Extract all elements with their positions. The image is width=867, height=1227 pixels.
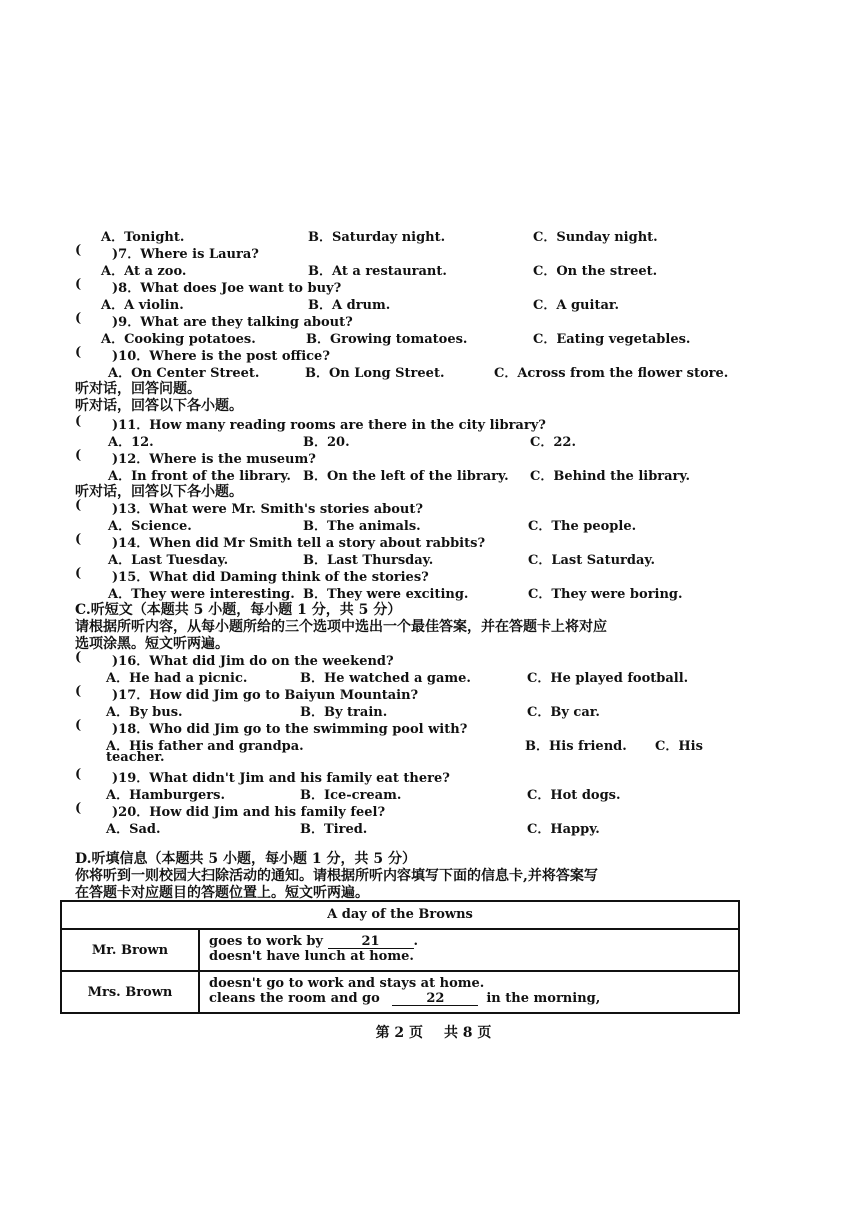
option-c[interactable]: C．He played football. — [527, 671, 689, 686]
option-c[interactable]: C．A guitar. — [533, 298, 620, 313]
option-b[interactable]: B．Ice-cream. — [300, 788, 402, 803]
option-c[interactable]: C．Sunday night. — [533, 230, 658, 245]
question-line — [0, 767, 867, 785]
option-c[interactable]: C．Hot dogs. — [527, 788, 621, 803]
option-c[interactable]: C．Behind the library. — [530, 469, 690, 484]
option-b[interactable]: B．The animals. — [303, 519, 421, 534]
option-a[interactable]: A．He had a picnic. — [106, 671, 248, 686]
option-a[interactable]: A．Cooking potatoes. — [101, 332, 256, 347]
question-text: )11．How many reading rooms are there in the city library? — [112, 418, 546, 433]
row-content — [200, 930, 738, 970]
option-a[interactable]: A．In front of the library. — [108, 469, 291, 484]
row-content — [200, 972, 738, 1012]
answer-paren[interactable]: ( — [75, 243, 82, 258]
section-c-instruction: 请根据所听内容，从每小题所给的三个选项中选出一个最佳答案，并在答题卡上将对应 — [75, 619, 607, 635]
question-line — [0, 684, 867, 702]
options-line — [0, 750, 867, 768]
options-line — [0, 328, 867, 346]
info-card-table — [60, 900, 740, 1014]
answer-paren[interactable]: ( — [75, 414, 82, 429]
option-c[interactable]: C．The people. — [528, 519, 637, 534]
option-a[interactable]: A．By bus. — [106, 705, 183, 720]
question-text: )19．What didn't Jim and his family eat there? — [112, 771, 450, 786]
page-footer — [0, 1022, 867, 1042]
option-c[interactable]: C．His — [655, 739, 703, 754]
section-instruction: 听对话，回答以下各小题。 — [75, 398, 243, 414]
page-total: 共 8 页 — [443, 1025, 492, 1041]
section-d-instruction-cont: 在答题卡对应题目的答题位置上。短文听两遍。 — [75, 885, 369, 901]
question-text: )9．What are they talking about? — [112, 315, 353, 330]
answer-paren[interactable]: ( — [75, 767, 82, 782]
row-name-mr-brown: Mr. Brown — [62, 930, 200, 970]
option-c[interactable]: C．22. — [530, 435, 576, 450]
section-instruction: 听对话，回答问题。 — [75, 381, 201, 397]
question-text: )17．How did Jim go to Baiyun Mountain? — [112, 688, 419, 703]
section-c-instruction-cont: 选项涂黑。短文听两遍。 — [75, 636, 229, 652]
options-line — [0, 667, 867, 685]
option-b[interactable]: B．Saturday night. — [308, 230, 446, 245]
options-line — [0, 784, 867, 802]
options-line — [0, 431, 867, 449]
answer-paren[interactable]: ( — [75, 311, 82, 326]
table-title: A day of the Browns — [62, 902, 738, 930]
option-b[interactable]: B．He watched a game. — [300, 671, 471, 686]
question-line — [0, 532, 867, 550]
option-a[interactable]: A．Science. — [108, 519, 192, 534]
question-text: )18．Who did Jim go to the swimming pool with? — [112, 722, 468, 737]
question-text: )15．What did Daming think of the stories? — [112, 570, 429, 585]
options-line — [0, 226, 867, 244]
question-line — [0, 414, 867, 432]
option-b[interactable]: B．His friend. — [525, 739, 627, 754]
question-line — [0, 448, 867, 466]
question-text: )14．When did Mr Smith tell a story about rabbits? — [112, 536, 486, 551]
option-c[interactable]: C．Across from the flower store. — [494, 366, 729, 381]
section-instruction: 听对话，回答以下各小题。 — [75, 484, 243, 500]
question-line — [0, 311, 867, 329]
option-b[interactable]: B．By train. — [300, 705, 388, 720]
option-b[interactable]: B．At a restaurant. — [308, 264, 447, 279]
option-c[interactable]: C．Happy. — [527, 822, 600, 837]
question-text: )13．What were Mr. Smith's stories about? — [112, 502, 423, 517]
question-text: )12．Where is the museum? — [112, 452, 316, 467]
option-c[interactable]: C．They were boring. — [528, 587, 683, 602]
table-row — [62, 972, 738, 1012]
options-line — [0, 549, 867, 567]
option-b[interactable]: B．A drum. — [308, 298, 391, 313]
table-row — [62, 930, 738, 972]
section-c-title: C.听短文（本题共 5 小题，每小题 1 分，共 5 分） — [75, 602, 402, 618]
question-line — [0, 243, 867, 261]
option-a[interactable]: A．A violin. — [101, 298, 184, 313]
question-line — [0, 718, 867, 736]
options-line — [0, 818, 867, 836]
answer-paren[interactable]: ( — [75, 345, 82, 360]
answer-blank-21[interactable]: 21 — [328, 935, 414, 949]
section-d-instruction: 你将听到一则校园大扫除活动的通知。请根据所听内容填写下面的信息卡,并将答案写 — [75, 868, 598, 884]
option-c[interactable]: C．Last Saturday. — [528, 553, 655, 568]
options-line — [0, 515, 867, 533]
row-text: in the morning, — [486, 991, 601, 1006]
answer-blank-22[interactable]: 22 — [392, 992, 478, 1006]
row-text: goes to work by — [209, 934, 323, 949]
row-text: doesn't go to work and stays at home. — [209, 976, 485, 991]
question-text: )10．Where is the post office? — [112, 349, 330, 364]
answer-paren[interactable]: ( — [75, 277, 82, 292]
question-line — [0, 566, 867, 584]
option-a[interactable]: A．At a zoo. — [101, 264, 187, 279]
answer-paren[interactable]: ( — [75, 498, 82, 513]
question-text: )7．Where is Laura? — [112, 247, 259, 262]
answer-paren[interactable]: ( — [75, 684, 82, 699]
answer-paren[interactable]: ( — [75, 448, 82, 463]
option-c[interactable]: C．On the street. — [533, 264, 658, 279]
row-text: cleans the room and go — [209, 991, 380, 1006]
option-b[interactable]: B．Growing tomatoes. — [306, 332, 468, 347]
question-line — [0, 277, 867, 295]
answer-paren[interactable]: ( — [75, 801, 82, 816]
options-line — [0, 294, 867, 312]
option-a[interactable]: A．His father and grandpa. — [106, 739, 304, 754]
option-b[interactable]: B．They were exciting. — [303, 587, 469, 602]
row-text: doesn't have lunch at home. — [209, 949, 414, 964]
option-b[interactable]: B．Last Thursday. — [303, 553, 434, 568]
options-line — [0, 260, 867, 278]
answer-paren[interactable]: ( — [75, 532, 82, 547]
option-a[interactable]: teacher. — [106, 750, 165, 765]
option-b[interactable]: B．On Long Street. — [305, 366, 445, 381]
question-text: )20．How did Jim and his family feel? — [112, 805, 386, 820]
option-a[interactable]: A．On Center Street. — [108, 366, 260, 381]
question-line — [0, 345, 867, 363]
option-a[interactable]: A．They were interesting. — [108, 587, 295, 602]
answer-paren[interactable]: ( — [75, 650, 82, 665]
answer-paren[interactable]: ( — [75, 566, 82, 581]
option-b[interactable]: B．On the left of the library. — [303, 469, 509, 484]
section-d-title: D.听填信息（本题共 5 小题，每小题 1 分，共 5 分） — [75, 851, 416, 867]
option-b[interactable]: B．Tired. — [300, 822, 368, 837]
option-a[interactable]: A．Tonight. — [101, 230, 185, 245]
option-a[interactable]: A．12. — [108, 435, 154, 450]
answer-paren[interactable]: ( — [75, 718, 82, 733]
option-a[interactable]: A．Hamburgers. — [106, 788, 225, 803]
option-b[interactable]: B．20. — [303, 435, 350, 450]
option-c[interactable]: C．By car. — [527, 705, 600, 720]
option-c[interactable]: C．Eating vegetables. — [533, 332, 691, 347]
options-line — [0, 701, 867, 719]
question-text: )16．What did Jim do on the weekend? — [112, 654, 394, 669]
question-line — [0, 801, 867, 819]
question-text: )8．What does Joe want to buy? — [112, 281, 342, 296]
row-name-mrs-brown: Mrs. Brown — [62, 972, 200, 1012]
page-number: 第 2 页 — [375, 1025, 424, 1041]
option-a[interactable]: A．Last Tuesday. — [108, 553, 229, 568]
row-text: . — [413, 934, 419, 949]
option-a[interactable]: A．Sad. — [106, 822, 161, 837]
